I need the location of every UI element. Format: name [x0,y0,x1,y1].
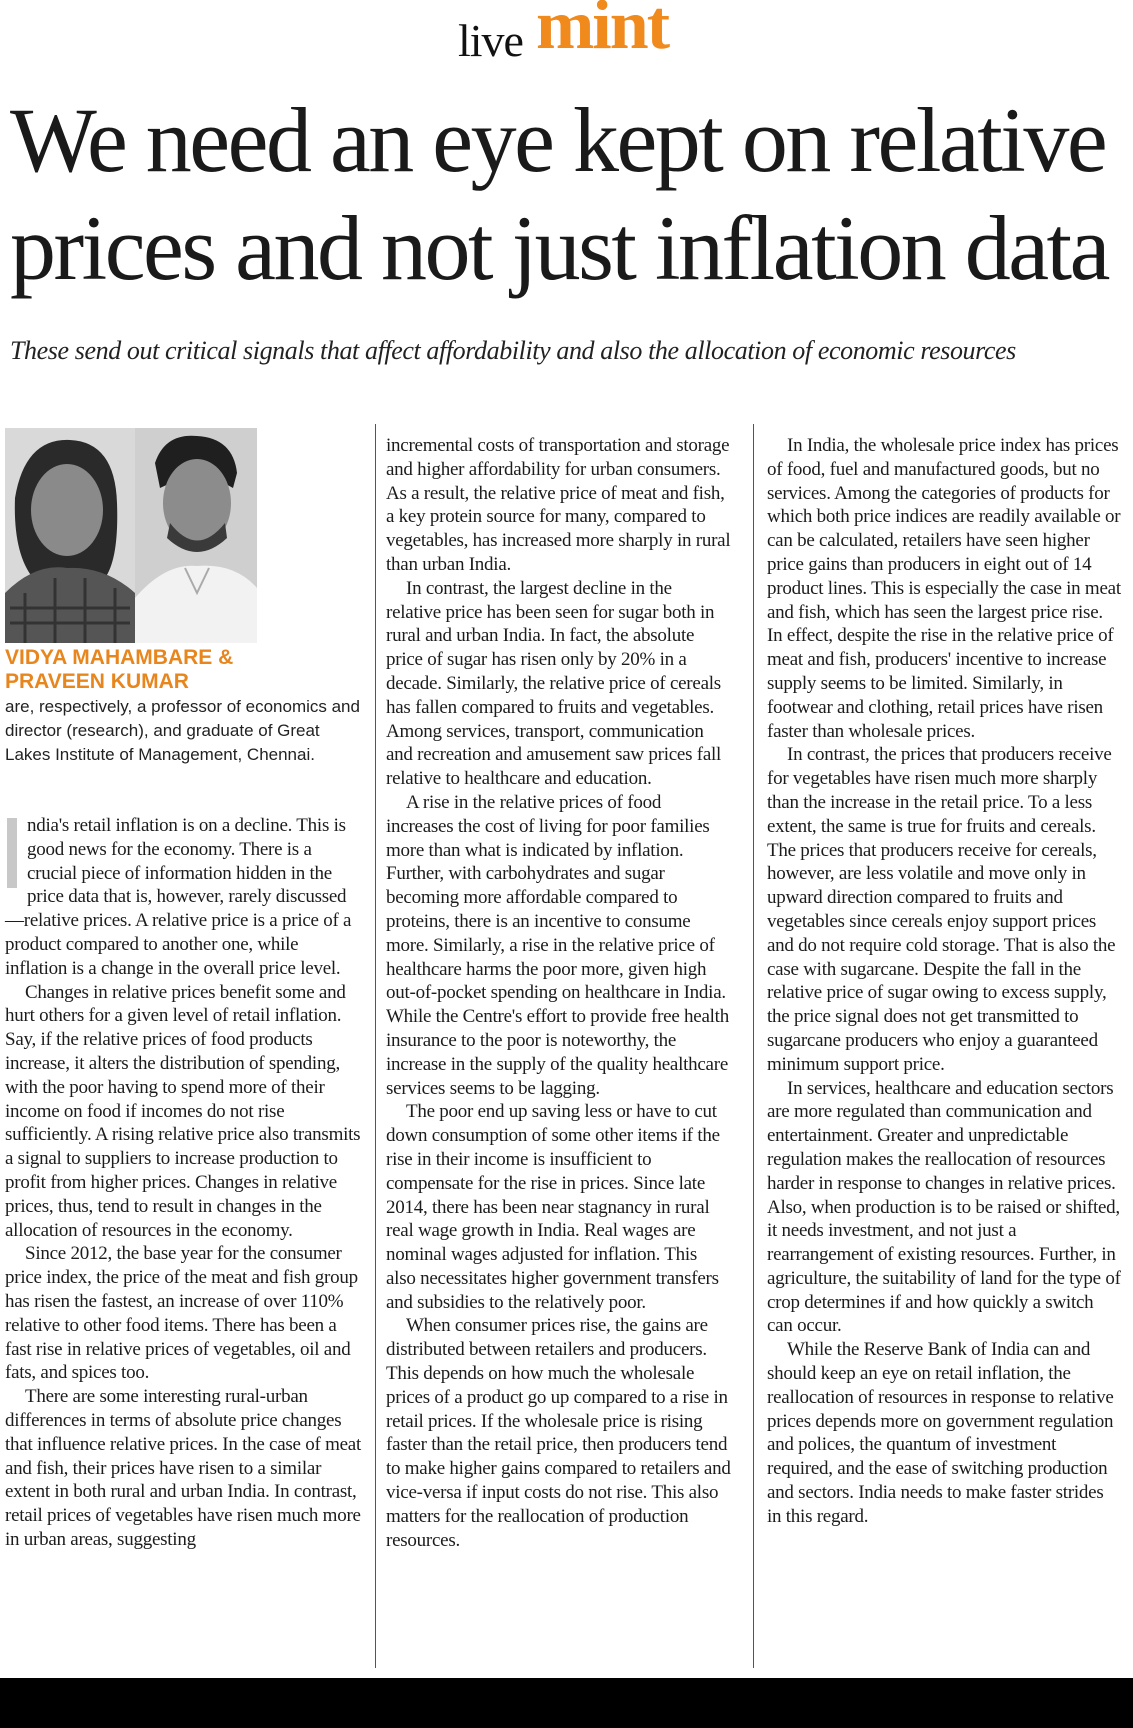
article-column-3 [767,434,1121,1529]
bottom-border [0,1678,1133,1728]
paragraph [5,814,361,981]
paragraph: Changes in relative prices benefit some and hurt others for a given level of retail inflation. Say, if the relative prices of food products increase, it alters the distribution of spending, with the poor having to spend more of their income on food if incomes do not rise sufficiently. A rising relative price also transmits a signal to suppliers to increase production to profit from higher prices. Changes in relative prices, thus, tend to result in changes in the allocation of resources in the economy. [5,981,361,1241]
paragraph: When consumer prices rise, the gains are distributed between retailers and producers. This depends on how much the wholesale prices of a product go up compared to a rise in retail prices. If the wholesale price is rising faster than the retail price, then producers tend to make higher gains compared to retailers and vice-versa if input costs do not rise. This also matters for the reallocation of production resources. [386,1315,731,1551]
paragraph: incremental costs of transportation and storage and higher affordability for urban consumers. As a result, the relative price of meat and fish, a key protein source for many, compared to vegetables, has increased more sharply in rural than urban India. [386,435,731,575]
masthead [0,0,1133,70]
paragraph: In India, the wholesale price index has prices of food, fuel and manufactured goods, but no services. Among the categories of products for which both price indices are readily available or can be calculated, retailers have seen higher price gains than producers in eight out of 14 product lines. This is especially the case in meat and fish, which has seen the largest price rise. In effect, despite the rise in the relative price of meat and fish, producers' incentive to increase supply seems to be limited. Similarly, in footwear and clothing, retail prices have risen faster than wholesale prices. [767,435,1121,742]
author-name: VIDYA MAHAMBARE & PRAVEEN KUMAR [5,646,234,693]
masthead-live: live [458,15,523,66]
author-photo-vidya [5,428,135,643]
masthead-mint: mint [536,0,668,64]
paragraph: In contrast, the prices that producers receive for vegetables have risen much more sharply than the increase in the retail price. To a less extent, the same is true for fruits and cereals. The prices that producers receive for cereals, however, are less volatile and move only in upward direction compared to fruits and vegetables since cereals enjoy support prices and do not require cold storage. That is also the case with sugarcane. Despite the fall in the relative price of sugar owing to excess supply, the price signal does not get transmitted to sugarcane producers who enjoy a guaranteed minimum support price. [767,744,1116,1075]
paragraph: In contrast, the largest decline in the relative price has been seen for sugar both in rural and urban India. In fact, the absolute price of sugar has risen only by 20% in a decade. Similarly, the relative price of cereals has fallen compared to fruits and vegetables. Among services, transport, communication and recreation and amusement saw prices fall relative to healthcare and education. [386,577,722,790]
paragraph: In services, healthcare and education sectors are more regulated than communication and entertainment. Greater and unpredictable regulation makes the reallocation of resources harder in response to changes in relative prices. Also, when production is to be raised or shifted, it needs investment, and not just a rearrangement of existing resources. Further, in agriculture, the suitability of land for the type of crop determines if and how quickly a switch can occur. [767,1077,1121,1337]
paragraph: While the Reserve Bank of India can and should keep an eye on retail inflation, the reallocation of resources in response to relative prices depends more on government regulation and polices, the quantum of investment required, and the ease of switching production and sectors. India needs to make faster strides in this regard. [767,1339,1114,1527]
paragraph-text: ndia's retail inflation is on a decline. This is good news for the economy. There is a crucial piece of information hidden in the price data that is, however, rarely discussed—relative prices. A relative price is a price of a product compared to another one, while inflation is a change in the overall price level. [5,815,352,979]
paragraph: A rise in the relative prices of food increases the cost of living for poor families more than what is indicated by inflation. Further, with carbohydrates and sugar becoming more affordable compared to proteins, there is an incentive to consume more. Similarly, a rise in the relative price of healthcare harms the poor more, given high out-of-pocket spending on healthcare in India. While the Centre's effort to provide free health insurance to the poor is noteworthy, the increase in the supply of the quality healthcare services seems to be lagging. [386,791,729,1099]
standfirst: These send out critical signals that affect affordability and also the allocation of economic resources [10,336,1016,365]
headline: We need an eye kept on relative prices and not just inflation data [10,89,1108,299]
column-rule [375,424,376,1668]
paragraph: The poor end up saving less or have to cut down consumption of some other items if the rise in their income is insufficient to compensate for the rise in prices. Since late 2014, there has been near stagnancy in rural real wage growth in India. Real wages are nominal wages adjusted for inflation. This also necessitates higher government transfers and subsidies to the relatively poor. [386,1101,720,1313]
drop-cap [7,818,17,888]
author-photo-praveen [135,428,257,643]
author-bio: are, respectively, a professor of economics and director (research), and graduate of Great Lakes Institute of Management, Chennai. [5,697,360,764]
article-column-2 [386,434,731,1552]
paragraph: There are some interesting rural-urban differences in terms of absolute price changes that influence relative prices. In the case of meat and fish, their prices have risen to a similar extent in both rural and urban India. In contrast, retail prices of vegetables have risen much more in urban areas, suggesting [5,1386,361,1550]
column-rule [753,424,754,1668]
article-column-1 [5,814,361,1552]
author-photo [5,428,257,643]
paragraph: Since 2012, the base year for the consumer price index, the price of the meat and fish group has risen the fastest, an increase of over 110% relative to other food items. There has been a fast rise in relative prices of vegetables, oil and fats, and spices too. [5,1243,358,1384]
